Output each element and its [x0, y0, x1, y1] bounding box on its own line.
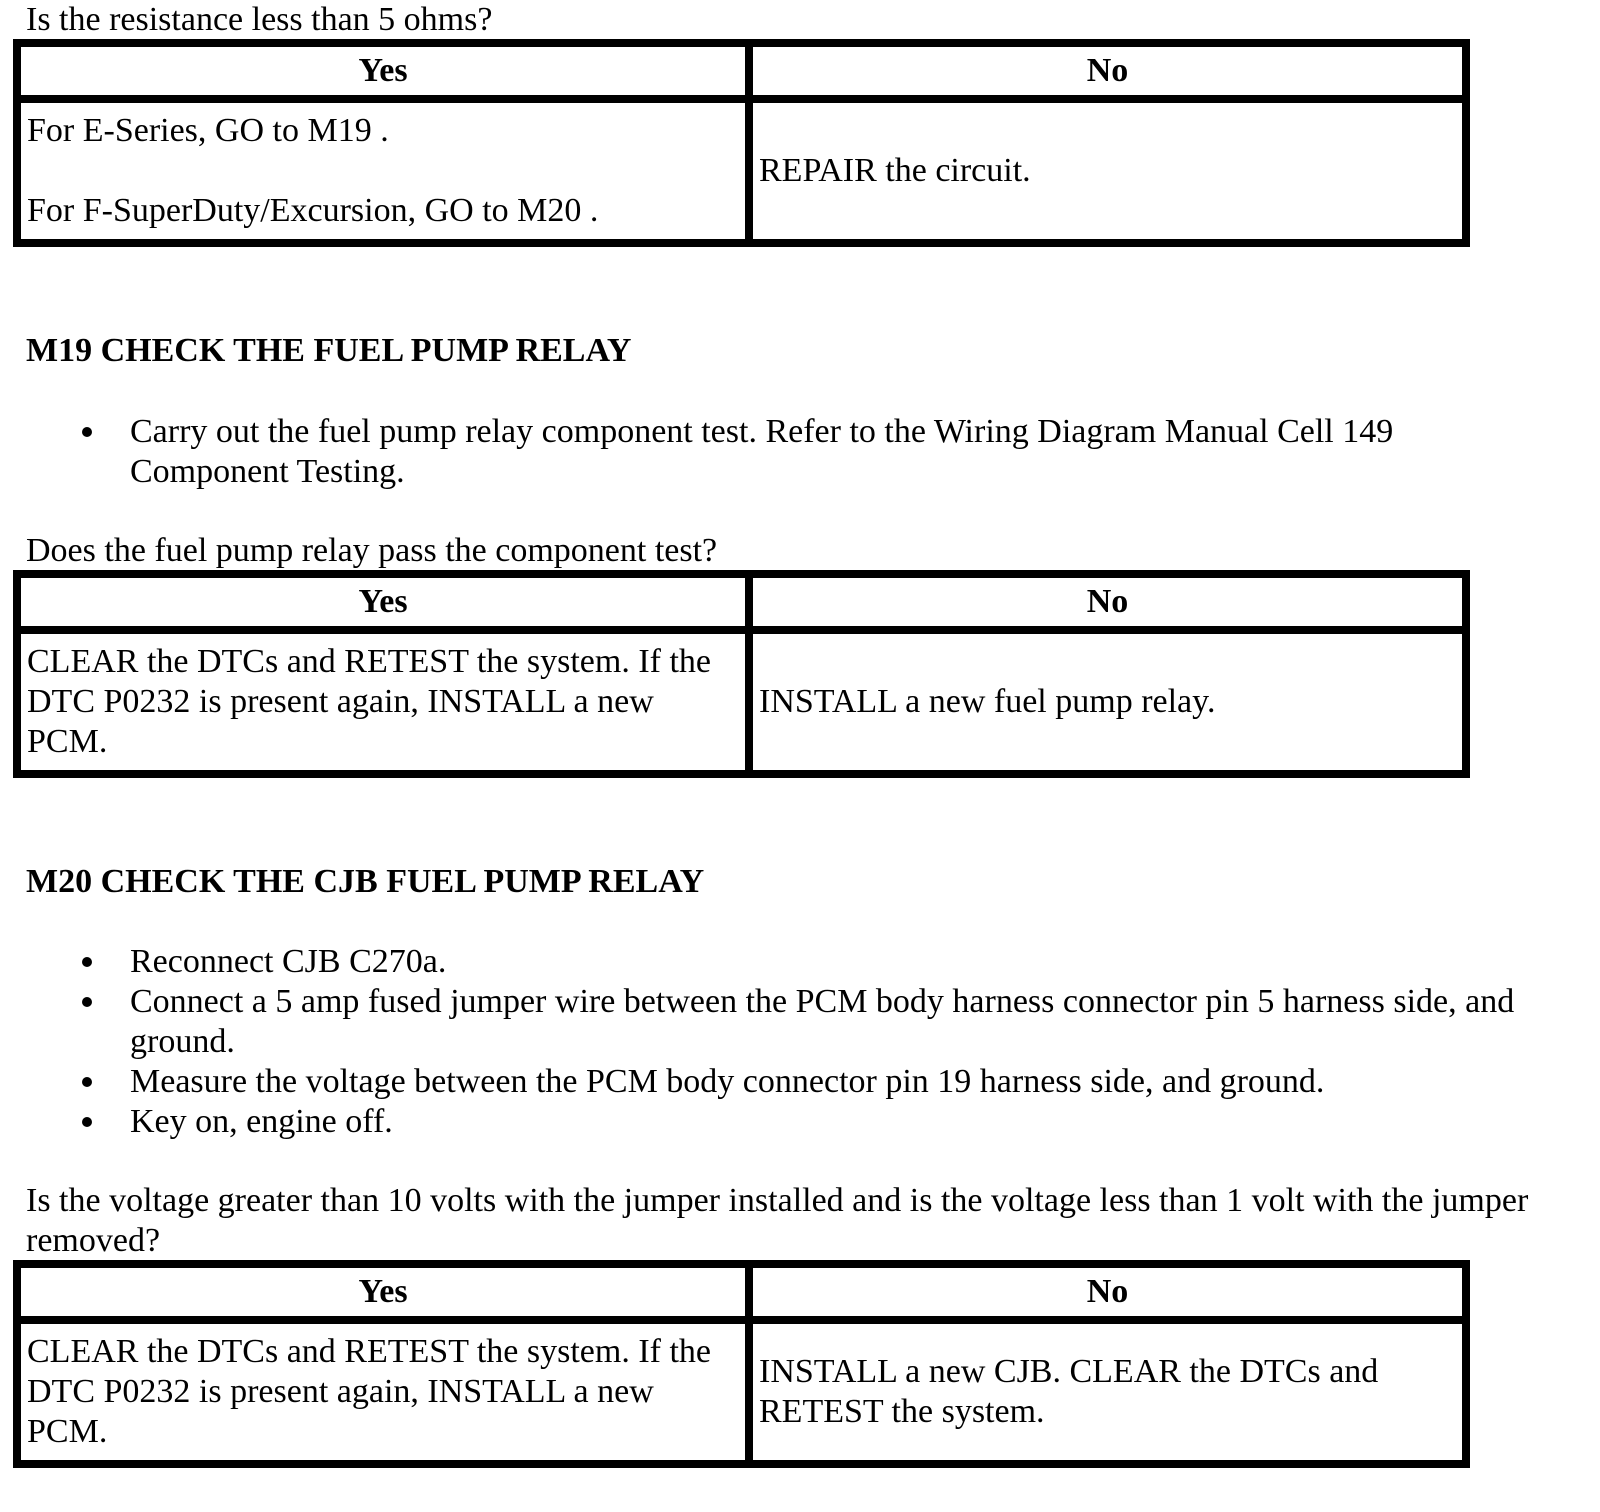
list-item: [0, 982, 1550, 1062]
yes-cell: CLEAR the DTCs and RETEST the system. If the DTC P0232 is present again, INSTALL a new PCM.: [17, 1320, 749, 1464]
no-cell: INSTALL a new fuel pump relay.: [749, 630, 1466, 774]
bullet-icon: [82, 1077, 92, 1087]
bullet-text: Key on, engine off.: [130, 1103, 393, 1140]
no-cell: REPAIR the circuit.: [749, 99, 1466, 243]
question-resistance: Is the resistance less than 5 ohms?: [26, 1, 493, 38]
list-item: [0, 1102, 1550, 1142]
yes-line-e-series: For E-Series, GO to M19 .: [27, 112, 389, 149]
m19-bullet-list: [0, 412, 1550, 492]
bullet-text: Measure the voltage between the PCM body connector pin 19 harness side, and ground.: [130, 1063, 1325, 1100]
bullet-icon: [82, 427, 92, 437]
decision-table-resistance: [13, 39, 1470, 247]
list-item: [0, 942, 1550, 982]
decision-table-m19: [13, 570, 1470, 778]
m20-bullet-list: [0, 942, 1550, 1142]
question-voltage: Is the voltage greater than 10 volts with the jumper installed and is the voltage less than 1 volt with the jumper removed?: [26, 1182, 1529, 1259]
no-header: No: [749, 43, 1466, 99]
bullet-icon: [82, 957, 92, 967]
table-header-row: [17, 1264, 1466, 1320]
list-item: [0, 1062, 1550, 1102]
yes-cell: CLEAR the DTCs and RETEST the system. If the DTC P0232 is present again, INSTALL a new PCM.: [17, 630, 749, 774]
bullet-text: Reconnect CJB C270a.: [130, 943, 447, 980]
decision-table-m20: [13, 1260, 1470, 1468]
no-cell: INSTALL a new CJB. CLEAR the DTCs and RETEST the system.: [749, 1320, 1466, 1464]
bullet-icon: [82, 997, 92, 1007]
bullet-text: Carry out the fuel pump relay component test. Refer to the Wiring Diagram Manual Cell 149 Component Testing.: [130, 413, 1394, 490]
bullet-text: Connect a 5 amp fused jumper wire between the PCM body harness connector pin 5 harness side, and ground.: [130, 983, 1515, 1060]
heading-m19: M19 CHECK THE FUEL PUMP RELAY: [26, 332, 632, 369]
yes-cell: [17, 99, 749, 243]
table-header-row: [17, 574, 1466, 630]
heading-m20: M20 CHECK THE CJB FUEL PUMP RELAY: [26, 863, 705, 900]
table-row: [17, 1320, 1466, 1464]
table-header-row: [17, 43, 1466, 99]
yes-header: Yes: [17, 1264, 749, 1320]
list-item: [0, 412, 1550, 492]
bullet-icon: [82, 1117, 92, 1127]
yes-line-f-superduty: For F-SuperDuty/Excursion, GO to M20 .: [27, 192, 599, 229]
no-header: No: [749, 1264, 1466, 1320]
table-row: [17, 99, 1466, 243]
question-relay-test: Does the fuel pump relay pass the component test?: [26, 532, 718, 569]
no-header: No: [749, 574, 1466, 630]
yes-header: Yes: [17, 574, 749, 630]
table-row: [17, 630, 1466, 774]
yes-header: Yes: [17, 43, 749, 99]
